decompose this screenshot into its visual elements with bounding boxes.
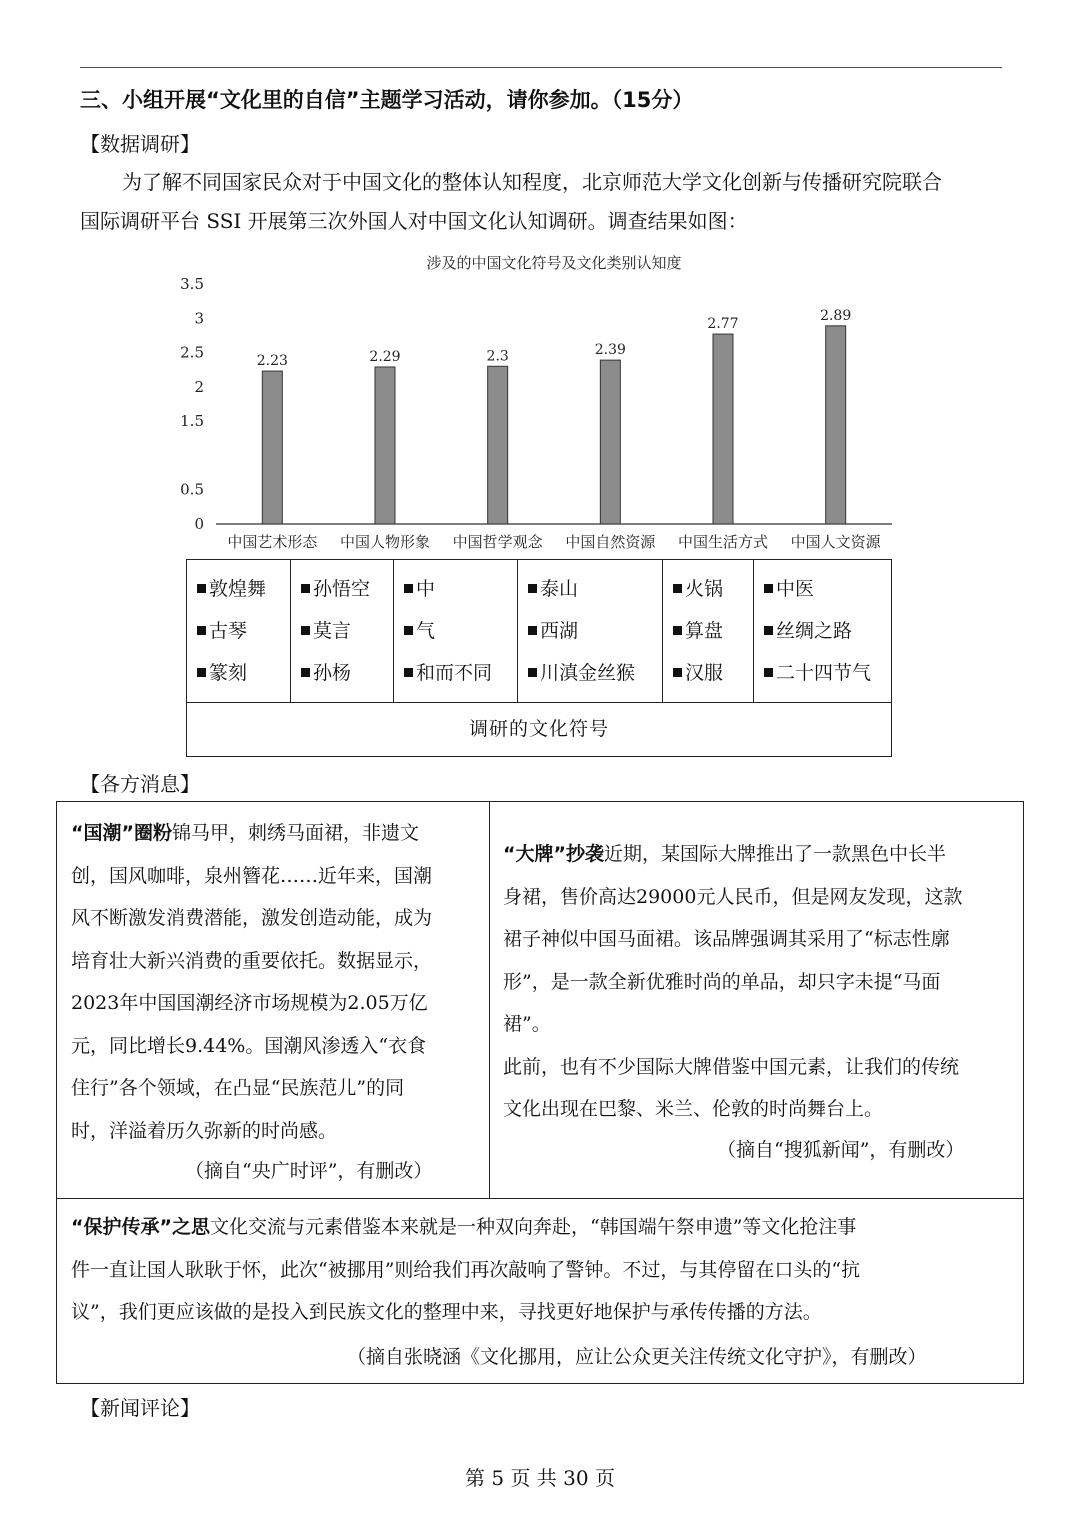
- section-data-research: 【数据调研】: [80, 132, 200, 156]
- y-tick-label: 1.5: [180, 412, 204, 431]
- symbol-label: 中医: [776, 578, 815, 600]
- symbols-column: [187, 560, 291, 702]
- news-dapai-source: （摘自“搜狐新闻”，有删改）: [717, 1139, 965, 1161]
- news-dapai-line: 此前，也有不少国际大牌借鉴中国元素，让我们的传统: [503, 1055, 960, 1078]
- news-guochao-line: 风不断激发消费潜能，激发创造动能，成为: [71, 907, 433, 929]
- symbol-item: [663, 652, 753, 694]
- news-baohu-line: 议”，我们更应该做的是投入到民族文化的整理中来，寻找更好地保护与承传传播的方法。: [71, 1301, 822, 1323]
- symbol-label: 古琴: [209, 620, 248, 642]
- y-tick-label: 2: [194, 377, 204, 396]
- bullet-square-icon: [301, 626, 310, 635]
- symbol-label: 二十四节气: [776, 662, 872, 684]
- news-guochao-line: 创，国风咖啡，泉州簪花……近年来，国潮: [71, 864, 433, 887]
- symbol-item: [291, 568, 393, 610]
- bullet-square-icon: [528, 584, 537, 593]
- symbol-item: [394, 610, 517, 652]
- news-guochao-line: 时，洋溢着历久弥新的时尚感。: [71, 1119, 338, 1142]
- symbol-label: 中: [416, 578, 436, 600]
- news-guochao-line: 元，同比增长9.44%。国潮风渗透入“衣食: [71, 1034, 427, 1057]
- bar: [262, 371, 282, 524]
- news-dapai-first-line: 近期，某国际大牌推出了一款黑色中长半: [603, 843, 946, 865]
- symbol-item: [291, 610, 393, 652]
- news-dapai-line: 裙子神似中国马面裙。该品牌强调其采用了“标志性廓: [503, 928, 950, 950]
- symbol-item: [518, 610, 662, 652]
- symbol-label: 莫言: [313, 620, 352, 642]
- bullet-square-icon: [764, 584, 773, 593]
- symbol-label: 孙悟空: [313, 578, 371, 600]
- bar: [826, 326, 846, 524]
- bar-value-label: 2.3: [486, 348, 509, 365]
- symbol-label: 西湖: [540, 620, 579, 642]
- y-tick-label: 3: [194, 309, 204, 328]
- news-dapai-line: 裙”。: [503, 1013, 551, 1035]
- y-tick-label: 3.5: [180, 275, 204, 293]
- bullet-square-icon: [673, 584, 682, 593]
- bullet-square-icon: [301, 584, 310, 593]
- news-baohu-first-line: 文化交流与元素借鉴本来就是一种双向奔赴，“韩国端午祭申遗”等文化抢注事: [209, 1216, 857, 1238]
- news-guochao: [71, 812, 481, 1152]
- symbol-label: 气: [416, 620, 436, 642]
- bar-value-label: 2.29: [369, 348, 401, 365]
- symbol-item: [518, 568, 662, 610]
- x-category-label: 中国人物形象: [339, 533, 431, 551]
- symbols-column: [754, 560, 893, 702]
- news-guochao-heading: “国潮”圈粉: [71, 822, 172, 844]
- bullet-square-icon: [673, 668, 682, 677]
- bar-value-label: 2.23: [256, 353, 288, 370]
- symbol-item: [394, 568, 517, 610]
- bullet-square-icon: [404, 584, 413, 593]
- symbol-label: 汉服: [685, 662, 724, 684]
- bar-value-label: 2.77: [707, 316, 739, 333]
- x-category-label: 中国艺术形态: [227, 533, 318, 551]
- news-baohu: [71, 1206, 1016, 1334]
- culture-symbols-table: [186, 559, 892, 757]
- symbol-item: [187, 610, 290, 652]
- symbols-caption: 调研的文化符号: [468, 718, 609, 740]
- symbol-item: [187, 652, 290, 694]
- news-guochao-source: （摘自“央广时评”，有删改）: [185, 1160, 433, 1182]
- symbol-label: 和而不同: [416, 662, 493, 684]
- bar: [488, 366, 508, 524]
- news-baohu-line: 件一直让国人耿耿于怀，此次“被挪用”则给我们再次敲响了警钟。不过，与其停留在口头的“抗: [71, 1258, 861, 1281]
- intro-line-1: 为了解不同国家民众对于中国文化的整体认知程度，北京师范大学文化创新与传播研究院联合: [122, 170, 942, 194]
- symbol-item: [754, 568, 893, 610]
- symbol-item: [291, 652, 393, 694]
- symbol-item: [754, 652, 893, 694]
- question-title: 三、小组开展“文化里的自信”主题学习活动，请你参加。（15分）: [80, 88, 694, 112]
- news-dapai-heading: “大牌”抄袭: [503, 843, 604, 865]
- news-dapai-line: 身裙，售价高达29000元人民币，但是网友发现，这款: [503, 885, 963, 908]
- symbols-column: [291, 560, 394, 702]
- bullet-square-icon: [528, 668, 537, 677]
- symbol-item: [394, 652, 517, 694]
- x-category-label: 中国哲学观念: [452, 533, 543, 551]
- news-guochao-first-line: 锦马甲，刺绣马面裙，非遗文: [171, 822, 419, 844]
- symbol-label: 篆刻: [209, 662, 248, 684]
- y-tick-label: 0: [194, 515, 204, 533]
- symbol-label: 算盘: [685, 620, 724, 642]
- symbols-column: [518, 560, 663, 702]
- page-footer: 第 5 页 共 30 页: [465, 1466, 615, 1490]
- y-tick-label: 0.5: [180, 480, 204, 499]
- bullet-square-icon: [301, 668, 310, 677]
- bar-value-label: 2.89: [820, 307, 852, 324]
- news-dapai: [503, 833, 1018, 1131]
- y-tick-label: 2.5: [180, 343, 204, 362]
- news-vertical-divider: [489, 802, 490, 1198]
- bullet-square-icon: [197, 584, 206, 593]
- symbol-item: [187, 568, 290, 610]
- bullet-square-icon: [197, 626, 206, 635]
- bullet-square-icon: [764, 668, 773, 677]
- x-category-label: 中国自然资源: [565, 533, 656, 551]
- bullet-square-icon: [673, 626, 682, 635]
- symbol-item: [754, 610, 893, 652]
- section-comment: 【新闻评论】: [80, 1396, 200, 1420]
- x-category-label: 中国人文资源: [790, 533, 881, 551]
- bullet-square-icon: [528, 626, 537, 635]
- news-guochao-line: 住行”各个领域，在凸显“民族范儿”的同: [71, 1077, 405, 1099]
- news-baohu-heading: “保护传承”之思: [71, 1216, 210, 1238]
- symbol-label: 火锅: [685, 578, 724, 600]
- top-rule: [80, 67, 1002, 68]
- news-baohu-source: （摘自张晓涵《文化挪用，应让公众更关注传统文化守护》，有删改）: [347, 1346, 927, 1368]
- symbol-label: 泰山: [540, 578, 579, 600]
- symbol-item: [663, 610, 753, 652]
- symbol-label: 丝绸之路: [776, 620, 853, 642]
- intro-paragraph: [80, 163, 1010, 241]
- symbol-label: 敦煌舞: [209, 578, 267, 600]
- bullet-square-icon: [197, 668, 206, 677]
- symbols-column: [663, 560, 754, 702]
- news-box: [56, 801, 1024, 1384]
- bullet-square-icon: [764, 626, 773, 635]
- section-news: 【各方消息】: [80, 772, 200, 796]
- symbol-item: [663, 568, 753, 610]
- symbols-column: [394, 560, 518, 702]
- news-dapai-line: 文化出现在巴黎、米兰、伦敦的时尚舞台上。: [503, 1098, 884, 1120]
- bullet-square-icon: [404, 668, 413, 677]
- bullet-square-icon: [404, 626, 413, 635]
- intro-line-2: 国际调研平台 SSI 开展第三次外国人对中国文化认知调研。调查结果如图：: [80, 209, 748, 233]
- recognition-bar-chart: [180, 248, 910, 558]
- chart-title: 涉及的中国文化符号及文化类别认知度: [426, 254, 682, 272]
- symbols-row: [187, 560, 891, 703]
- symbol-label: 孙杨: [313, 662, 352, 684]
- x-category-label: 中国生活方式: [677, 533, 769, 551]
- news-guochao-line: 2023年中国国潮经济市场规模为2.05万亿: [71, 992, 428, 1014]
- symbol-item: [518, 652, 662, 694]
- bar: [600, 360, 620, 524]
- bar: [375, 367, 395, 524]
- bar: [713, 334, 733, 524]
- symbol-label: 川滇金丝猴: [540, 662, 636, 684]
- bar-value-label: 2.39: [594, 342, 626, 359]
- news-horizontal-divider: [57, 1198, 1023, 1199]
- news-guochao-line: 培育壮大新兴消费的重要依托。数据显示，: [71, 949, 433, 972]
- news-dapai-line: 形”，是一款全新优雅时尚的单品，却只字未提“马面: [503, 970, 941, 993]
